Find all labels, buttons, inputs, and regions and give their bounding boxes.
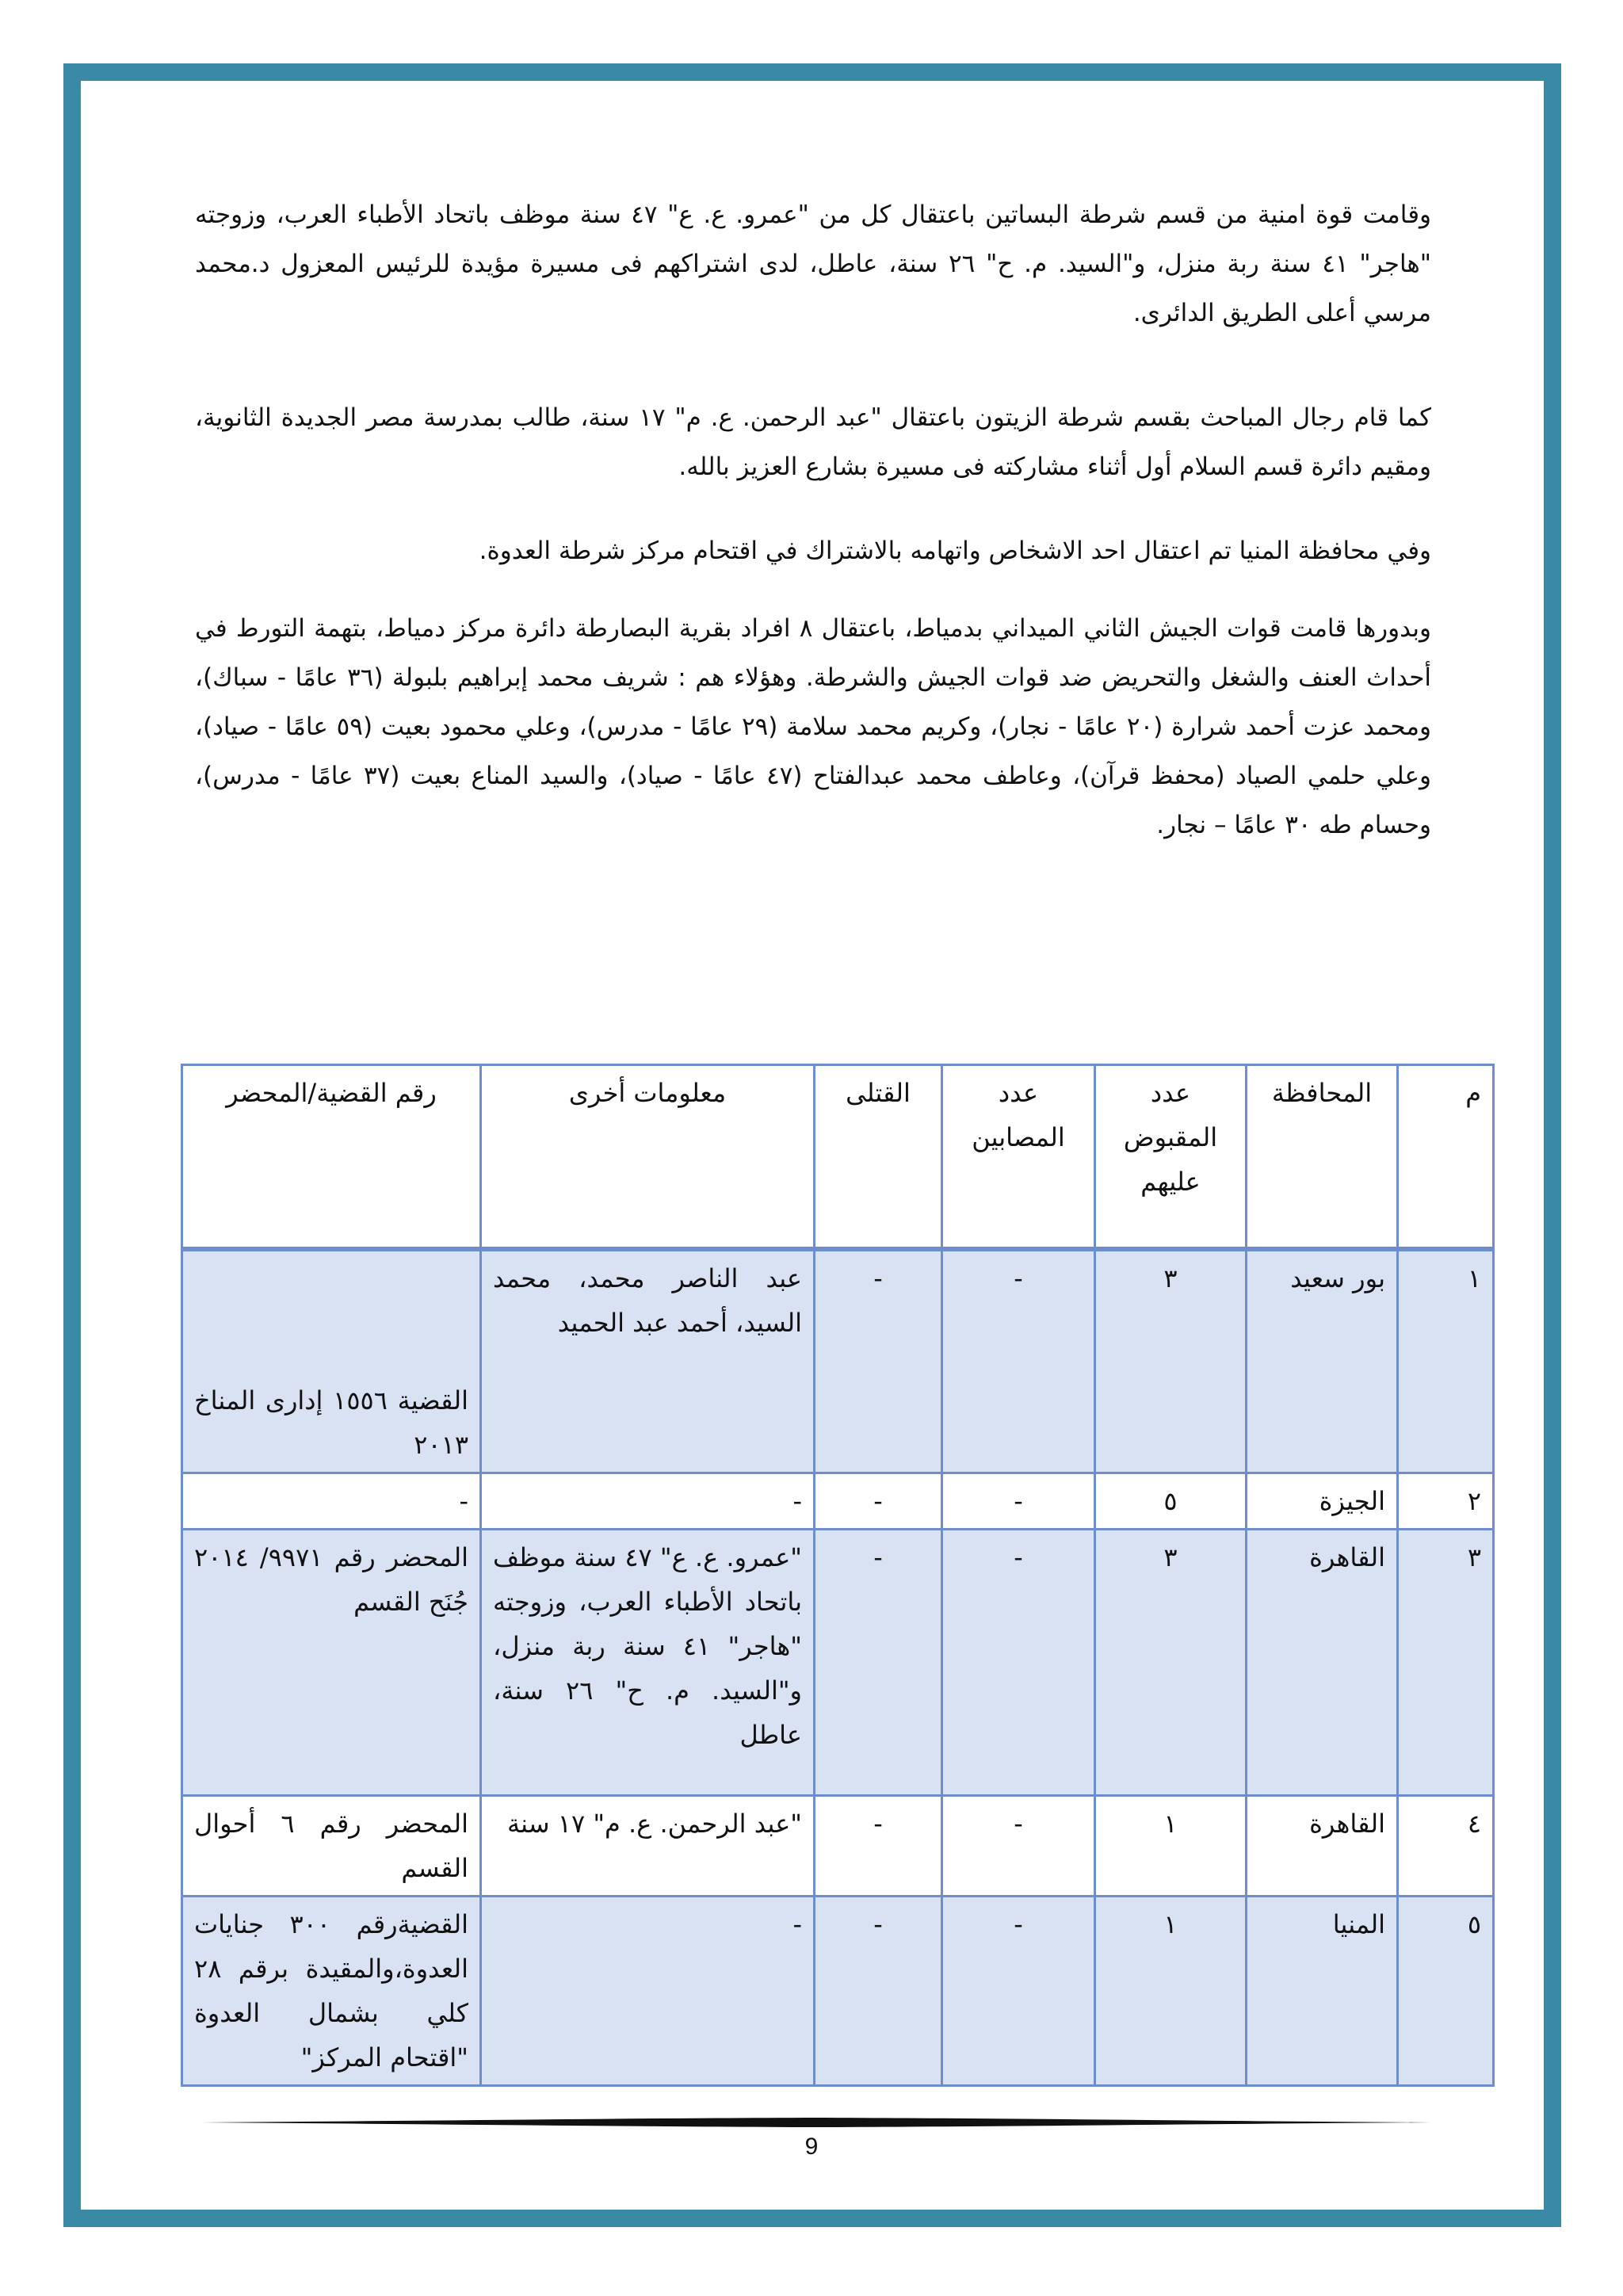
table-row [182, 1249, 1494, 1473]
cell-injured: - [942, 1473, 1095, 1529]
header-m: م [1398, 1065, 1494, 1250]
header-case-number: رقم القضية/المحضر [182, 1065, 481, 1250]
cell-case-number: - [182, 1473, 481, 1529]
cell-other-info: "عبد الرحمن. ع. م" ١٧ سنة [481, 1795, 815, 1896]
cell-m: ٤ [1398, 1795, 1494, 1896]
arrests-table-wrapper [181, 1064, 1495, 2087]
cell-m: ١ [1398, 1249, 1494, 1473]
paragraph-4: وبدورها قامت قوات الجيش الثاني الميداني بدمياط، باعتقال ٨ افراد بقرية البصارطة دائرة مركز دمياط، بتهمة التورط في أحداث العنف والشغل والتحريض ضد قوات الجيش والشرطة. وهؤلاء هم : شريف محمد إبراهيم بلبولة (٣٦ عامًا - سباك)، ومحمد عزت أحمد شرارة (٢٠ عامًا - نجار)، وكريم محمد سلامة (٢٩ عامًا - مدرس)، وعلي محمود بعيت (٥٩ عامًا - صياد)، وعلي حلمي الصياد (محفظ قرآن)، وعاطف محمد عبدالفتاح (٤٧ عامًا - صياد)، والسيد المناع بعيت (٣٧ عامًا - مدرس)، وحسام طه ٣٠ عامًا – نجار. [195, 614, 1432, 839]
cell-arrested: ٣ [1095, 1249, 1247, 1473]
cell-arrested: ١ [1095, 1795, 1247, 1896]
cell-m: ٢ [1398, 1473, 1494, 1529]
table-row [182, 1473, 1494, 1529]
cell-case-number: المحضر رقم ٩٩٧١/ ٢٠١٤ جُنَح القسم [182, 1529, 481, 1795]
header-injured: عدد المصابين [942, 1065, 1095, 1250]
cell-m: ٥ [1398, 1896, 1494, 2085]
paragraph-2: كما قام رجال المباحث بقسم شرطة الزيتون باعتقال "عبد الرحمن. ع. م" ١٧ سنة، طالب بمدرسة مصر الجديدة الثانوية، ومقيم دائرة قسم السلام أول أثناء مشاركته فى مسيرة بشارع العزيز بالله. [195, 403, 1431, 481]
cell-case-number: القضيةرقم ٣٠٠ جنايات العدوة،والمقيدة برقم ٢٨ كلي بشمال العدوة "اقتحام المركز" [182, 1896, 481, 2085]
cell-m: ٣ [1398, 1529, 1494, 1795]
cell-case-number: القضية ١٥٥٦ إدارى المناخ ٢٠١٣ [182, 1249, 481, 1473]
paragraph-1: وقامت قوة امنية من قسم شرطة البساتين باعتقال كل من "عمرو. ع. ع" ٤٧ سنة موظف باتحاد الأطباء العرب، وزوجته "هاجر" ٤١ سنة ربة منزل، و"السيد. م. ح" ٢٦ سنة، عاطل، لدى اشتراكهم فى مسيرة مؤيدة للرئيس المعزول د.محمد مرسي أعلى الطريق الدائرى. [195, 201, 1431, 327]
cell-governorate: القاهرة [1247, 1795, 1398, 1896]
cell-other-info: - [481, 1473, 815, 1529]
table-row [182, 1795, 1494, 1896]
cell-injured: - [942, 1529, 1095, 1795]
header-other-info: معلومات أخرى [481, 1065, 815, 1250]
table-header-row [182, 1065, 1494, 1250]
cell-killed: - [815, 1529, 942, 1795]
cell-killed: - [815, 1795, 942, 1896]
cell-injured: - [942, 1896, 1095, 2085]
cell-governorate: بور سعيد [1247, 1249, 1398, 1473]
cell-other-info: "عمرو. ع. ع" ٤٧ سنة موظف باتحاد الأطباء العرب، وزوجته "هاجر" ٤١ سنة ربة منزل، و"السيد. م. ح" ٢٦ سنة، عاطل [481, 1529, 815, 1795]
table-row [182, 1896, 1494, 2085]
page-number: 9 [804, 2134, 819, 2160]
cell-governorate: المنيا [1247, 1896, 1398, 2085]
cell-governorate: الجيزة [1247, 1473, 1398, 1529]
cell-governorate: القاهرة [1247, 1529, 1398, 1795]
arrests-table [181, 1064, 1495, 2087]
cell-other-info: عبد الناصر محمد، محمد السيد، أحمد عبد الحميد [481, 1249, 815, 1473]
cell-killed: - [815, 1896, 942, 2085]
footer-divider [195, 2118, 1431, 2127]
table-row [182, 1529, 1494, 1795]
paragraph-3: وفي محافظة المنيا تم اعتقال احد الاشخاص واتهامه بالاشتراك في اقتحام مركز شرطة العدوة. [479, 537, 1431, 565]
header-governorate: المحافظة [1247, 1065, 1398, 1250]
cell-arrested: ٥ [1095, 1473, 1247, 1529]
cell-injured: - [942, 1795, 1095, 1896]
header-killed: القتلى [815, 1065, 942, 1250]
body-text [195, 190, 1431, 850]
cell-case-number: المحضر رقم ٦ أحوال القسم [182, 1795, 481, 1896]
header-arrested: عدد المقبوض عليهم [1095, 1065, 1247, 1250]
cell-injured: - [942, 1249, 1095, 1473]
cell-killed: - [815, 1249, 942, 1473]
cell-killed: - [815, 1473, 942, 1529]
cell-arrested: ٣ [1095, 1529, 1247, 1795]
cell-other-info: - [481, 1896, 815, 2085]
cell-arrested: ١ [1095, 1896, 1247, 2085]
